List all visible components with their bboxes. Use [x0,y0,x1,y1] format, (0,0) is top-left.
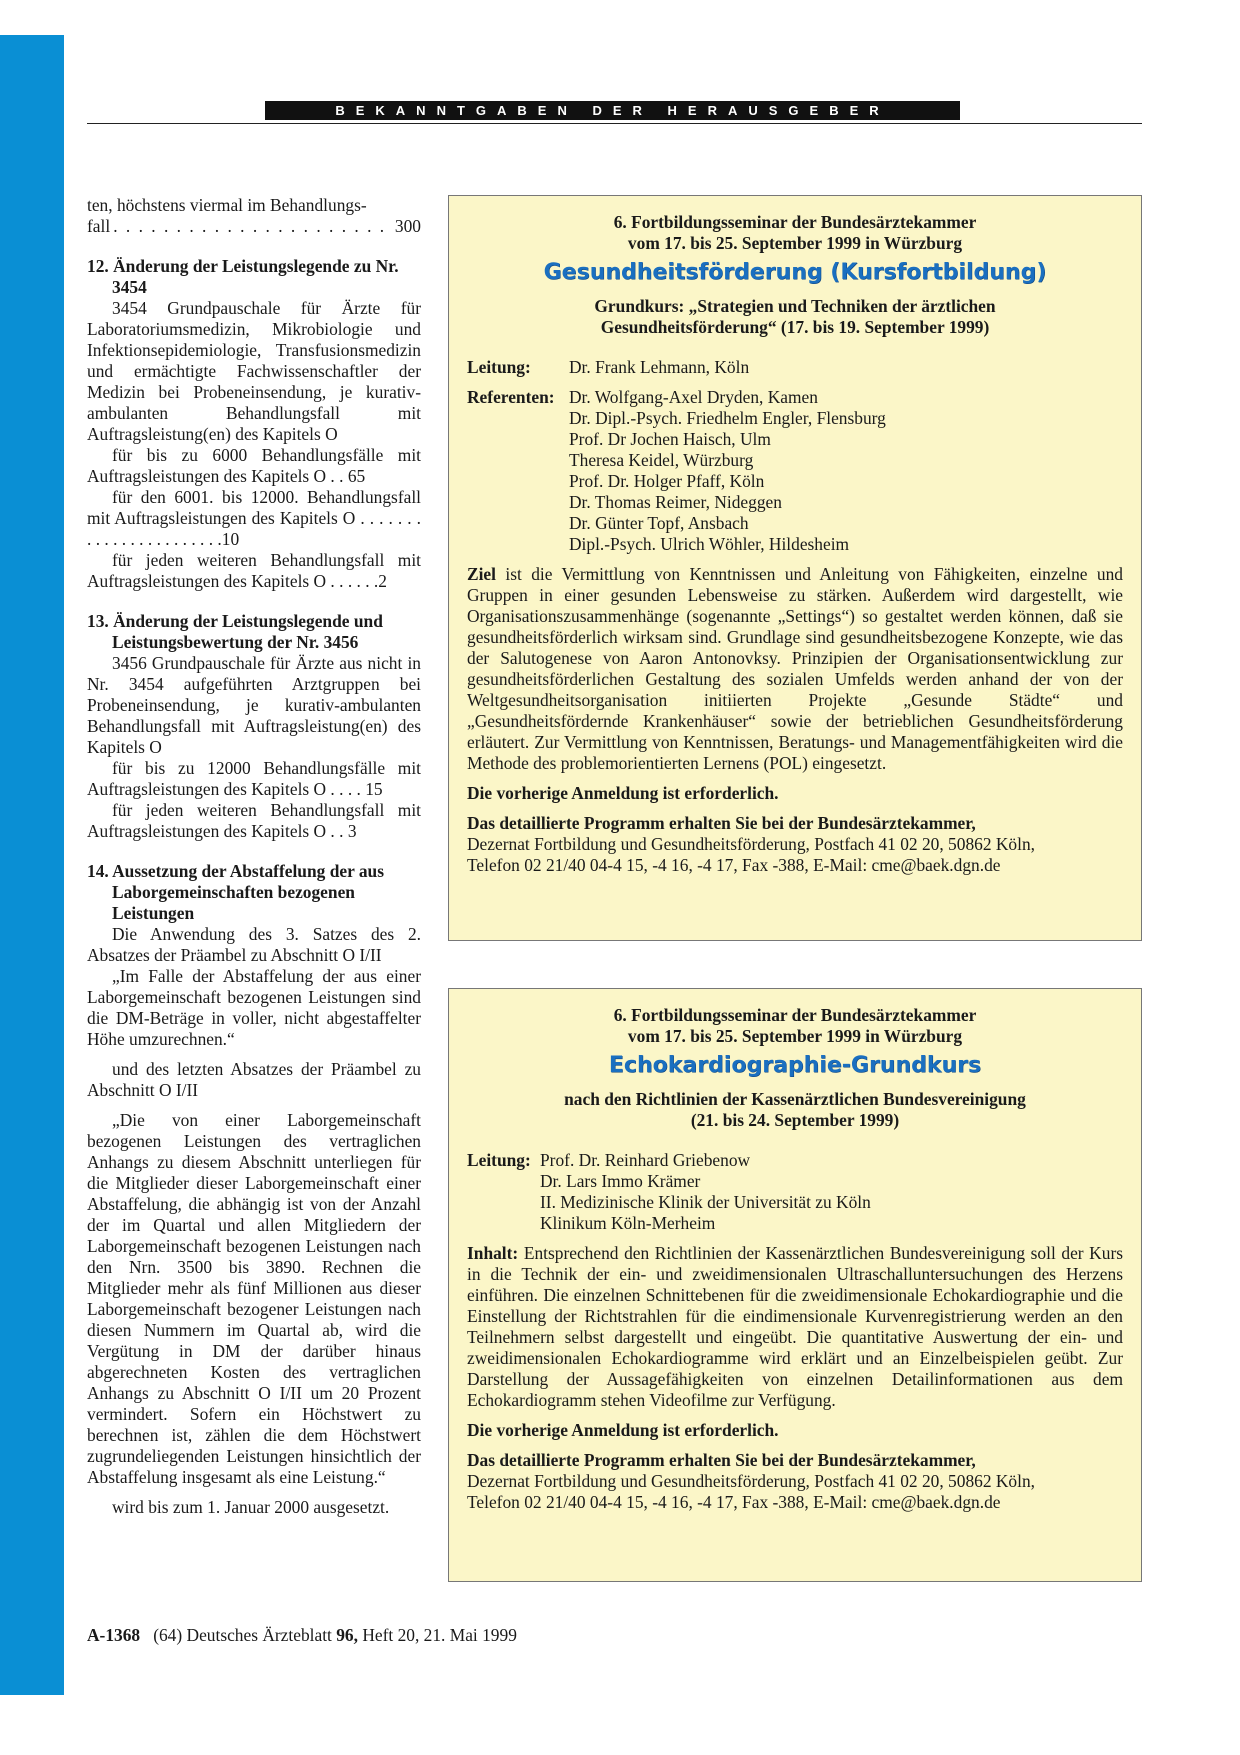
intro-fee-row: fall . . . 300 [87,216,421,237]
inhalt-paragraph: Inhalt: Entsprechend den Richtlinien der Kassenärztlichen Bundesvereinigung soll der Kurs in die Technik der ein- und zweidimensionalen Ultraschalluntersuchungen des Herzens einführen. Die einzelnen Schnittebenen für die zweidimensionale Echokardiographie und die Einstellung der Richtstrahlen für die eindimensionale Kurvenregistrierung werden an den Teilnehmern selbst dargestellt und eingeübt. Die quantitative Auswertung der ein- und zweidimensionalen Echokardiogramme wird erklärt und an Einzelbeispielen geübt. Zur Darstellung der Aussagefähigkeiten von einzelnen Detailinformationen aus dem Echokardiogramm stehen Videofilme zur Verfügung. [467,1243,1124,1410]
programm-line-3: Telefon 02 21/40 04-4 15, -4 16, -4 17, Fax -388, E-Mail: cme@baek.dgn.de [467,855,1001,875]
referent: Prof. Dr. Holger Pfaff, Köln [569,471,765,491]
section-13-body: 3456 Grundpauschale für Ärzte aus nicht in Nr. 3454 aufgeführten Arztgruppen bei Probeneinsendung, je kurativ-ambulanten Behandlungsfall mit Auftragsleistung(en) des Kapitels O [87,653,421,757]
leitung-entry: II. Medizinische Klinik der Universität zu Köln [540,1192,871,1212]
referent: Dr. Günter Topf, Ansbach [569,513,749,533]
page-number: A-1368 [87,1625,141,1645]
leitung-entry: Klinikum Köln-Merheim [540,1213,716,1233]
seminar-line-2: vom 17. bis 25. September 1999 in Würzburg [627,1026,963,1046]
issue-info: Heft 20, 21. Mai 1999 [362,1625,517,1645]
section-14-para-1: Die Anwendung des 3. Satzes des 2. Absatzes der Präambel zu Abschnitt O I/II [87,924,421,965]
programm-line-2: Dezernat Fortbildung und Gesundheitsförderung, Postfach 41 02 20, 50862 Köln, [467,834,1036,854]
section-14-heading: 14. Aussetzung der Abstaffelung der aus Laborgemeinschaften bezogenen Leistungen [87,861,384,923]
seminar-line-1: 6. Fortbildungsseminar der Bundesärztekammer [613,1005,977,1025]
section-13-heading: 13. Änderung der Leistungslegende und Leistungsbewertung der Nr. 3456 [87,611,383,652]
referent: Dr. Wolfgang-Axel Dryden, Kamen [569,387,818,407]
referent: Dr. Dipl.-Psych. Friedhelm Engler, Flensburg [569,408,886,428]
section-tag: BEKANNTGABEN DER HERAUSGEBER [265,101,960,120]
volume-number: 96, [336,1625,358,1645]
leitung-entry: Prof. Dr. Reinhard Griebenow [540,1150,751,1170]
seminar-title: Gesundheitsförderung (Kursfortbildung) [543,260,1047,285]
seminar-box-gesundheitsfoerderung [448,195,1142,941]
section-12-item-3: für jeden weiteren Behandlungsfall mit Auftragsleistungen des Kapitels O . . . . . .2 [87,550,421,591]
programm-line-1: Das detaillierte Programm erhalten Sie bei der Bundesärztekammer, [467,813,976,833]
page-footer [87,1625,517,1646]
leitung-entry: Dr. Lars Immo Krämer [540,1171,701,1191]
section-13-item-1: für bis zu 12000 Behandlungsfälle mit Auftragsleistungen des Kapitels O . . . . 15 [87,758,421,799]
referenten-list [569,387,886,555]
section-12-item-2: für den 6001. bis 12000. Behandlungsfall mit Auftragsleistungen des Kapitels O . . . . . . . . . . . . . . . . . . . . . . .10 [87,487,421,549]
section-14-quote-2: „Die von einer Laborgemeinschaft bezogenen Leistungen des vertraglichen Anhangs zu diesem Abschnitt unterliegen für die Mitglieder dieser Laborgemeinschaft einer Abstaffelung, die abhängig ist von der Anzahl der im Quartal und allen Mitgliedern der Laborgemeinschaft bezogenen Leistungen nach den Nrn. 3500 bis 3890. Rechnen die Mitglieder mehr als fünf Millionen aus dieser Laborgemeinschaft bezogener Leistungen nach diesen Nummern im Quartal ab, wird die Vergütung in DM der darüber hinaus abgerechneten Kosten des vertraglichen Anhangs zu Abschnitt O I/II um 20 Prozent vermindert. Sofern ein Höchstwert zu berechnen ist, zählen die dem Höchstwert zugrundeliegenden Leistungen hinsichtlich der Abstaffelung insgesamt als eine Leistung.“ [87,1110,421,1487]
page-header [87,101,1142,124]
referent: Theresa Keidel, Würzburg [569,450,754,470]
journal-name: (64) Deutsches Ärzteblatt [153,1625,332,1645]
anmeldung-note: Die vorherige Anmeldung ist erforderlich. [467,1420,779,1440]
programm-line-2: Dezernat Fortbildung und Gesundheitsförderung, Postfach 41 02 20, 50862 Köln, [467,1471,1036,1491]
programm-line-3: Telefon 02 21/40 04-4 15, -4 16, -4 17, Fax -388, E-Mail: cme@baek.dgn.de [467,1492,1001,1512]
section-14-para-2: und des letzten Absatzes der Präambel zu Abschnitt O I/II [87,1059,421,1100]
intro-line: ten, höchstens viermal im Behandlungs- [87,195,367,215]
subtitle-line-1: Grundkurs: „Strategien und Techniken der ärztlichen [594,296,996,316]
ziel-paragraph: Ziel ist die Vermittlung von Kenntnissen und Anleitung von Fähigkeiten, einzelne und Gruppen in einer gesunden Lebensweise zu stärken. Außerdem wird dargestellt, wie Organisationszusammenhänge (sogenannte „Settings“) so gestaltet werden können, daß sie gesundheitsförderlich wirksam sind. Grundlage sind gesundheitsbezogene Konzepte, wie das der Salutogenese von Aaron Antonovksy. Prinzipien der Organisationsentwicklung zur gesundheitsförderlichen Gestaltung des sozialen Umfelds werden anhand der von der Weltgesundheitsorganisation initiierten Projekte „Gesunde Städte“ und „Gesundheitsfördernde Krankenhäuser“ sowie der betrieblichen Gesundheitsförderung erläutert. Zur Vermittlung von Kenntnissen, Beratungs- und Managementfähigkeiten wird die Methode des problemorientierten Lernens (POL) eingesetzt. [467,564,1123,773]
leitung-row: Leitung: Dr. Frank Lehmann, Köln [467,357,750,377]
leitung-list [540,1150,871,1234]
referent: Prof. Dr Jochen Haisch, Ulm [569,429,771,449]
left-column [87,195,421,1518]
programm-line-1: Das detaillierte Programm erhalten Sie bei der Bundesärztekammer, [467,1450,976,1470]
subtitle-line-2: Gesundheitsförderung“ (17. bis 19. September 1999) [600,317,990,337]
seminar-line-1: 6. Fortbildungsseminar der Bundesärztekammer [613,212,977,232]
section-13-item-2: für jeden weiteren Behandlungsfall mit Auftragsleistungen des Kapitels O . . 3 [87,800,421,841]
referent: Dipl.-Psych. Ulrich Wöhler, Hildesheim [569,534,850,554]
section-12-heading: 12. Änderung der Leistungslegende zu Nr. 3454 [87,256,399,297]
side-color-bar [0,35,64,1695]
subtitle-line-1: nach den Richtlinien der Kassenärztlichen Bundesvereinigung [564,1089,1026,1109]
section-14-quote-1: „Im Falle der Abstaffelung der aus einer Laborgemeinschaft bezogenen Leistungen sind die DM-Beträge in voller, nicht abgestaffelter Höhe umzurechnen.“ [87,966,421,1049]
anmeldung-note: Die vorherige Anmeldung ist erforderlich. [467,783,779,803]
referent: Dr. Thomas Reimer, Nideggen [569,492,782,512]
subtitle-line-2: (21. bis 24. September 1999) [690,1110,900,1130]
referenten-row: Referenten: Dr. Wolfgang-Axel Dryden, Kamen Dr. Dipl.-Psych. Friedhelm Engler, Flensburg Prof. Dr Jochen Haisch, Ulm Theresa Keidel, Würzburg Prof. Dr. Holger Pfaff, Köln Dr. Thomas Reimer, Nideggen Dr. Günter Topf, Ansbach Dipl.-Psych. Ulrich Wöhler, Hildesheim [467,387,886,554]
section-12-body: 3454 Grundpauschale für Ärzte für Laboratoriumsmedizin, Mikrobiologie und Infektionsepidemiologie, Transfusionsmedizin und ermächtigte Fachwissenschaftler der Medizin bei Probeneinsendung, je kurativ-ambulanten Behandlungsfall mit Auftragsleistung(en) des Kapitels O [87,298,421,444]
section-14-para-3: wird bis zum 1. Januar 2000 ausgesetzt. [112,1497,390,1517]
seminar-box-echokardiographie [448,988,1142,1582]
seminar-line-2: vom 17. bis 25. September 1999 in Würzburg [627,233,963,253]
section-12-item-1: für bis zu 6000 Behandlungsfälle mit Auftragsleistungen des Kapitels O . . 65 [87,445,421,486]
leitung-row: Leitung: Prof. Dr. Reinhard Griebenow Dr. Lars Immo Krämer II. Medizinische Klinik der Universität zu Köln Klinikum Köln-Merheim [467,1150,871,1233]
seminar-title: Echokardiographie-Grundkurs [608,1053,982,1078]
